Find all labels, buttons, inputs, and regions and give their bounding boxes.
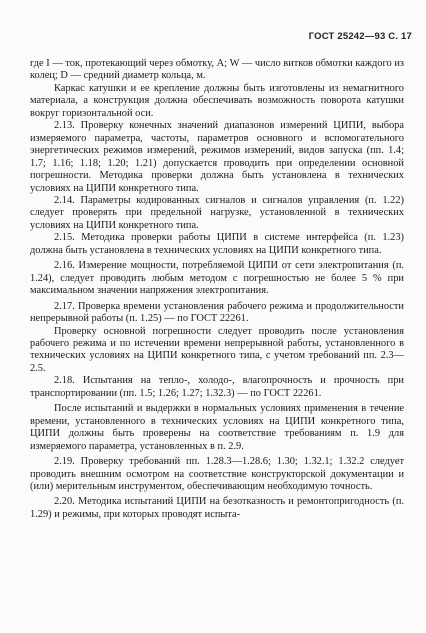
paragraph-2-16: 2.16. Измерение мощности, потребляемой ЦИПИ от сети электропитания (п. 1.24), следует проводить любым методом с погрешностью не более 5 % при максимальном значении напряжения электропитания. <box>30 260 404 297</box>
paragraph-after-tests: После испытаний и выдержки в нормальных условиях применения в течение времени, установленного в технических условиях на ЦИПИ конкретного типа, ЦИПИ должны быть проверены на соответствие требованиям п. 1.9 для измеряемого параметра, установленных в п. 2.9. <box>30 403 404 452</box>
paragraph-2-20: 2.20. Методика испытаний ЦИПИ на безотказность и ремонтопригодность (п. 1.29) и режимы, при которых проводят испыта- <box>30 496 404 520</box>
paragraph-basic-error-check: Проверку основной погрешности следует проводить после установления рабочего режима и по истечении времени непрерывной работы, установленного в технических условиях на ЦИПИ конкретного типа, с учетом требований пп. 2.3—2.5. <box>30 325 404 374</box>
paragraph-2-18: 2.18. Испытания на тепло-, холодо-, влагопрочность и прочность при транспортировании (пп. 1.5; 1.26; 1.27; 1.32.3) — по ГОСТ 22261. <box>30 375 404 399</box>
paragraph-2-19: 2.19. Проверку требований пп. 1.28.3—1.28.6; 1.30; 1.32.1; 1.32.2 следует проводить внешним осмотром на соответствие конструкторской документации и (или) мерительным инструментом, обеспечивающим необходимую точность. <box>30 456 404 492</box>
paragraph-2-13: 2.13. Проверку конечных значений диапазонов измерений ЦИПИ, выбора измеряемого параметра, частоты, параметров основного и вспомогательного энергетических режимов измерений, режимов измерений, видов запуска (пп. 1.4; 1.7; 1.16; 1.18; 1.20; 1.21) допускается проводить при определении основной погрешности. Методика проверки должна быть установлена в технических условиях на ЦИПИ конкретного типа. <box>30 120 404 194</box>
paragraph-coil-frame: Каркас катушки и ее крепление должны быть изготовлены из немагнитного материала, а конструкция должна обеспечивать возможность поворота катушки вокруг горизонтальной оси. <box>30 82 404 119</box>
paragraph-2-17: 2.17. Проверка времени установления рабочего режима и продолжительности непрерывной работы (п. 1.25) — по ГОСТ 22261. <box>30 300 404 325</box>
paragraph-formula-legend: где I — ток, протекающий через обмотку, А; W — число витков обмотки каждого из колец; D — средний диаметр кольца, м. <box>30 58 404 82</box>
body-text <box>30 58 404 521</box>
running-header: ГОСТ 25242—93 С. 17 <box>308 31 412 42</box>
paragraph-2-14: 2.14. Параметры кодированных сигналов и сигналов управления (п. 1.22) следует проверять при предельной нагрузке, установленной в технических условиях на ЦИПИ конкретного типа. <box>30 194 404 231</box>
paragraph-2-15: 2.15. Методика проверки работы ЦИПИ в системе интерфейса (п. 1.23) должна быть установлена в технических условиях на ЦИПИ конкретного типа. <box>30 232 404 256</box>
